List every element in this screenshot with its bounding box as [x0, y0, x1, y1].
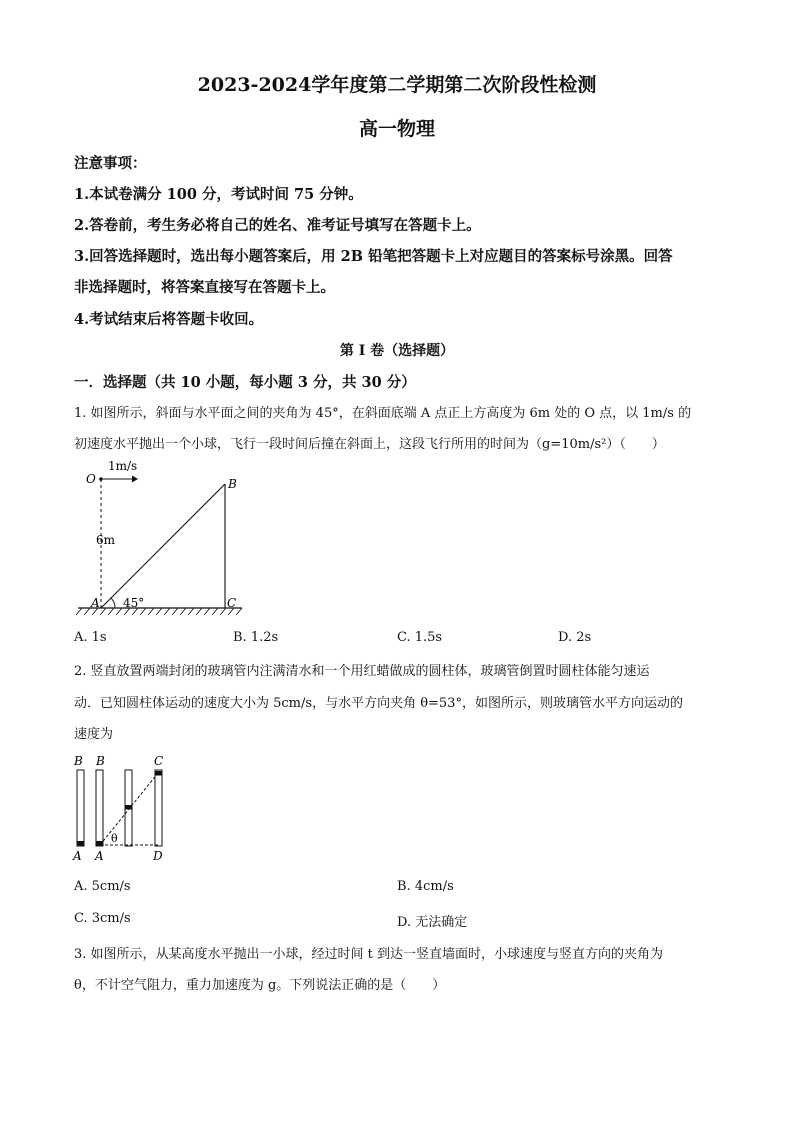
- question-2-line-3: 速度为: [74, 727, 114, 742]
- ground-hatching: [76, 608, 242, 615]
- label-b: B: [228, 477, 237, 491]
- question-1-option-b[interactable]: B. 1.2s: [233, 630, 279, 645]
- label-o: O: [86, 472, 96, 486]
- notice-heading: 注意事项：: [74, 155, 147, 172]
- label-a: A: [91, 596, 100, 610]
- point-o-dot: [99, 477, 103, 481]
- question-1-option-a[interactable]: A. 1s: [74, 630, 107, 645]
- exam-title: 2023-2024学年度第二学期第二次阶段性检测: [197, 74, 597, 96]
- question-2-option-a[interactable]: A. 5cm/s: [74, 879, 131, 894]
- label-speed: 1m/s: [108, 459, 138, 473]
- section-title: 第 I 卷（选择题）: [339, 343, 455, 359]
- tube-1-cylinder: [78, 841, 84, 846]
- tube-4: [155, 770, 162, 846]
- tube-2: [96, 770, 103, 846]
- notice-item-4: 4.考试结束后将答题卡收回。: [74, 311, 264, 328]
- part-heading: 一．选择题（共 10 小题，每小题 3 分，共 30 分）: [74, 374, 416, 391]
- incline-line: [101, 484, 225, 608]
- question-1-line-1: 1. 如图所示，斜面与水平面之间的夹角为 45°，在斜面底端 A 点正上方高度为 6m 处的 O 点，以 1m/s 的: [74, 406, 692, 421]
- question-2-option-b[interactable]: B. 4cm/s: [397, 879, 454, 894]
- angle-arc: [111, 598, 115, 608]
- label-d: D: [153, 849, 163, 863]
- tube-1: [77, 770, 84, 846]
- label-a1: A: [73, 849, 82, 863]
- question-1-option-c[interactable]: C. 1.5s: [397, 630, 443, 645]
- label-c: C: [227, 596, 237, 610]
- question-2-option-c[interactable]: C. 3cm/s: [74, 911, 131, 926]
- question-3-line-2: θ，不计空气阻力，重力加速度为 g。下列说法正确的是（ ）: [74, 978, 446, 993]
- question-2-option-d[interactable]: D. 无法确定: [397, 915, 468, 930]
- subject-title: 高一物理: [358, 118, 435, 140]
- label-angle: 45°: [123, 596, 145, 610]
- question-1-line-2: 初速度水平抛出一个小球，飞行一段时间后撞在斜面上，这段飞行所用的时间为（g=10m/s²）（ ）: [74, 437, 665, 452]
- question-2-line-1: 2. 竖直放置两端封闭的玻璃管内注满清水和一个用红蜡做成的圆柱体，玻璃管倒置时圆柱体能匀速运: [74, 664, 650, 679]
- label-b1: B: [74, 754, 83, 768]
- question-2-figure: [70, 752, 180, 867]
- notice-item-3-cont: 非选择题时，将答案直接写在答题卡上。: [74, 279, 335, 296]
- label-c: C: [154, 754, 164, 768]
- question-3-line-1: 3. 如图所示，从某高度水平抛出一小球，经过时间 t 到达一竖直墙面时，小球速度与竖直方向的夹角为: [74, 947, 664, 962]
- notice-item-2: 2.答卷前，考生务必将自己的姓名、准考证号填写在答题卡上。: [74, 217, 481, 234]
- notice-item-1: 1.本试卷满分 100 分，考试时间 75 分钟。: [74, 186, 363, 203]
- velocity-arrowhead: [132, 476, 138, 483]
- question-2-line-2: 动．已知圆柱体运动的速度大小为 5cm/s，与水平方向夹角 θ=53°，如图所示，则玻璃管水平方向运动的: [74, 696, 683, 711]
- label-height: 6m: [96, 533, 116, 547]
- label-theta: θ: [111, 832, 118, 845]
- notice-item-3: 3.回答选择题时，选出每小题答案后，用 2B 铅笔把答题卡上对应题目的答案标号涂黑。回答: [74, 248, 673, 265]
- question-1-figure: [70, 455, 250, 620]
- question-1-option-d[interactable]: D. 2s: [558, 630, 592, 645]
- label-a2: A: [95, 849, 104, 863]
- label-b2: B: [96, 754, 105, 768]
